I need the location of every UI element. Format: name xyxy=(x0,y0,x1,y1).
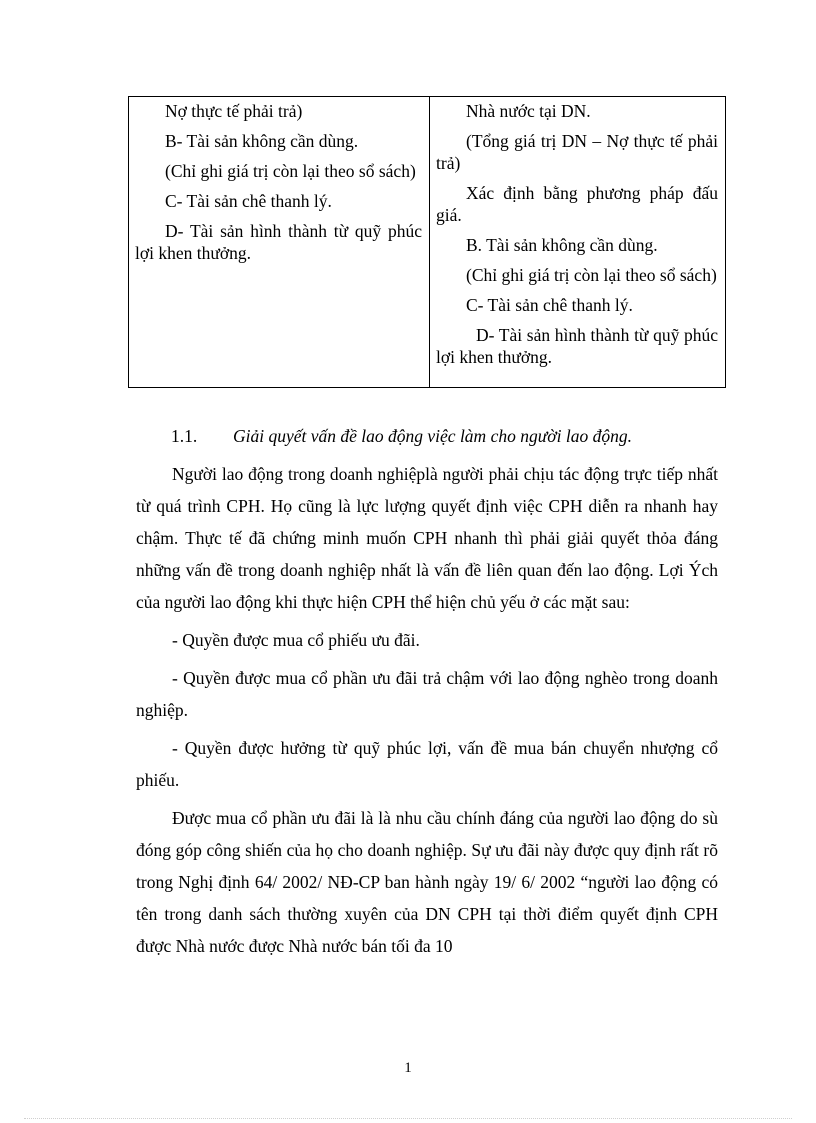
page-bottom-divider xyxy=(24,1118,792,1119)
table-cell-text: Nhà nước tại DN. xyxy=(466,101,591,121)
table-cell-text: B. Tài sản không cần dùng. xyxy=(466,235,658,255)
section-heading xyxy=(171,426,632,447)
paragraph: - Quyền được hưởng từ quỹ phúc lợi, vấn đề mua bán chuyển nhượng cổ phiếu. xyxy=(136,738,718,790)
table-cell-text: D- Tài sản hình thành từ quỹ phúc lợi khen thưởng. xyxy=(436,325,718,367)
comparison-table xyxy=(128,96,726,388)
paragraph: - Quyền được mua cổ phiếu ưu đãi. xyxy=(172,630,420,650)
page-number: 1 xyxy=(404,1060,412,1076)
table-cell-text: Xác định bằng phương pháp đấu giá. xyxy=(436,183,718,225)
section-number: 1.1. xyxy=(171,426,198,446)
body-text xyxy=(136,458,718,968)
table-cell-text: Nợ thực tế phải trả) xyxy=(165,101,303,121)
section-title: Giải quyết vấn đề lao động việc làm cho người lao động. xyxy=(233,426,632,446)
table-cell-text: (Chỉ ghi giá trị còn lại theo sổ sách) xyxy=(165,161,416,181)
table-cell-text: C- Tài sản chê thanh lý. xyxy=(165,191,332,211)
table-left-column xyxy=(129,97,430,387)
table-cell-text: B- Tài sản không cần dùng. xyxy=(165,131,359,151)
table-right-column xyxy=(430,97,725,387)
table-cell-text: C- Tài sản chê thanh lý. xyxy=(466,295,633,315)
table-cell-text: D- Tài sản hình thành từ quỹ phúc lợi khen thưởng. xyxy=(135,221,422,263)
paragraph: Được mua cổ phần ưu đãi là là nhu cầu chính đáng của người lao động do sù đóng góp công shiến của họ cho doanh nghiệp. Sự ưu đãi này được quy định rất rõ trong Nghị định 64/ 2002/ NĐ-CP ban hành ngày 19/ 6/ 2002 “người lao động có tên trong danh sách thường xuyên của DN CPH tại thời điểm quyết định CPH được Nhà nước được Nhà nước bán tối đa 10 xyxy=(136,808,718,956)
paragraph: - Quyền được mua cổ phần ưu đãi trả chậm với lao động nghèo trong doanh nghiệp. xyxy=(136,668,718,720)
paragraph: Người lao động trong doanh nghiệplà người phải chịu tác động trực tiếp nhất từ quá trình CPH. Họ cũng là lực lượng quyết định việc CPH diễn ra nhanh hay chậm. Thực tế đã chứng minh muốn CPH nhanh thì phải giải quyết thỏa đáng những vấn đề trong doanh nghiệp nhất là vấn đề liên quan đến lao động. Lợi Ých của người lao động khi thực hiện CPH thể hiện chủ yếu ở các mặt sau: xyxy=(136,464,718,612)
table-cell-text: (Tổng giá trị DN – Nợ thực tế phải trả) xyxy=(436,131,718,173)
table-cell-text: (Chỉ ghi giá trị còn lại theo sổ sách) xyxy=(466,265,717,285)
